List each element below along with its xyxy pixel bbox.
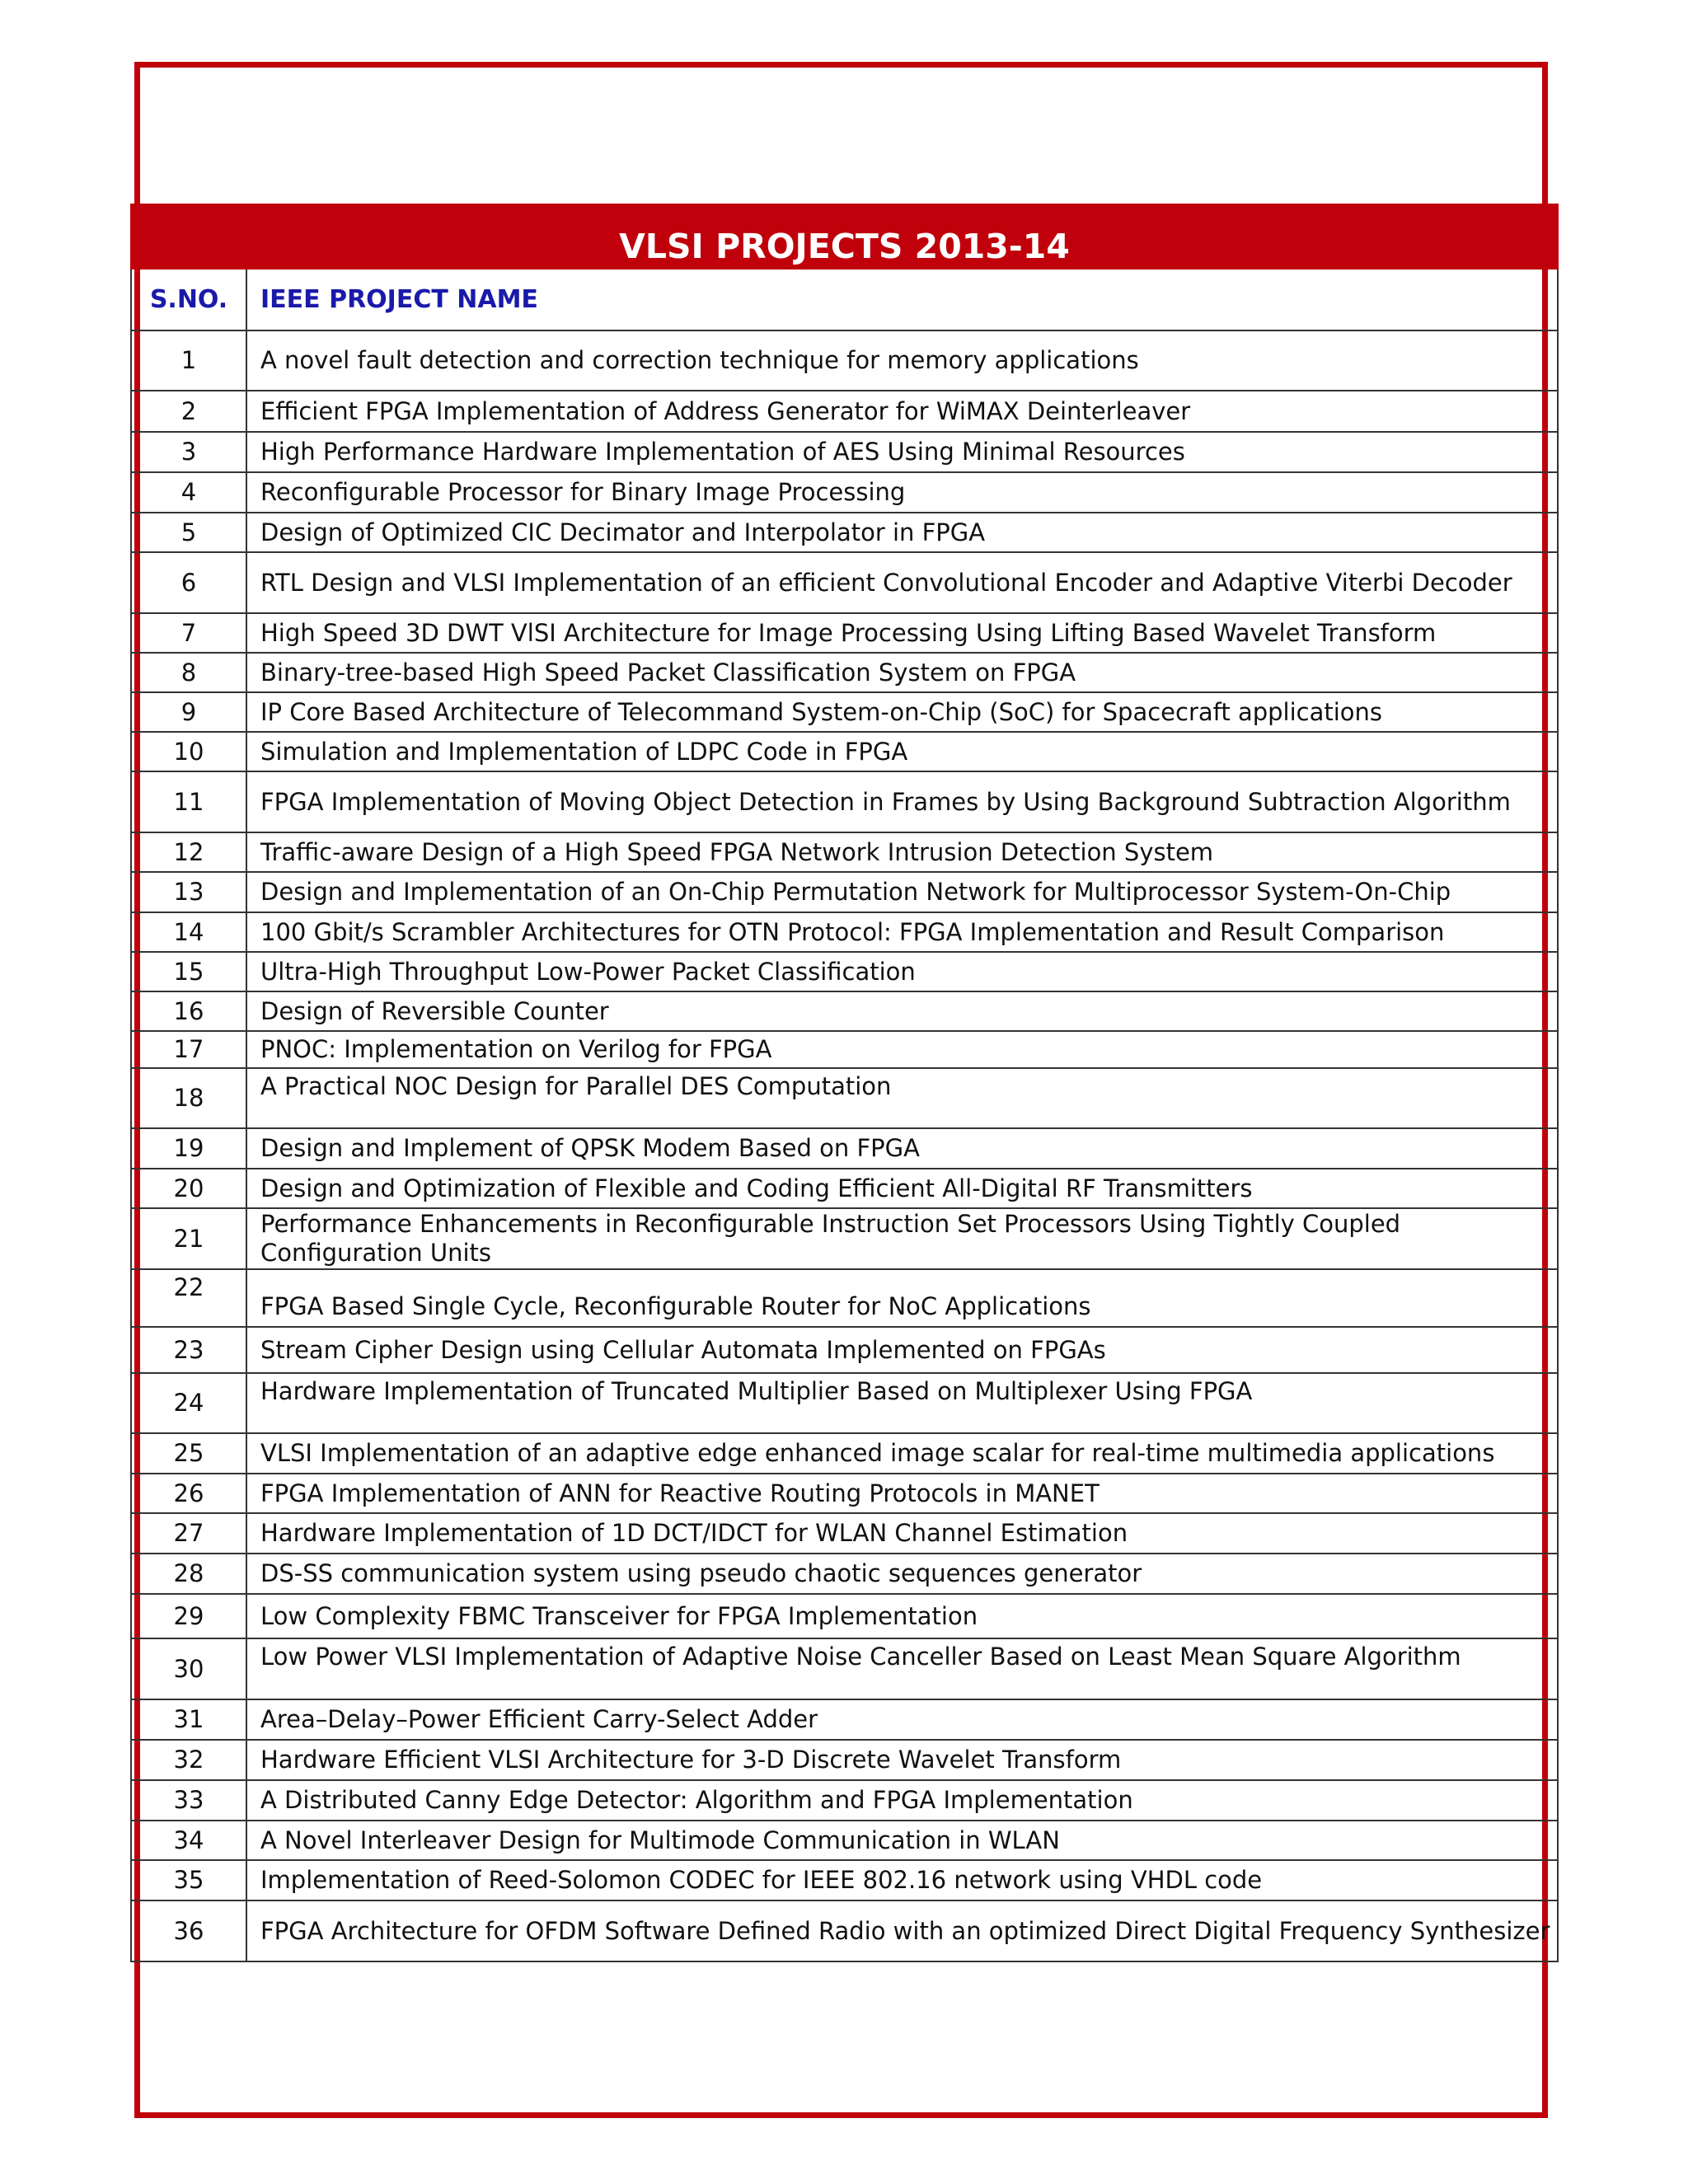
row-project-name: Low Complexity FBMC Transceiver for FPGA Implementation bbox=[246, 1594, 1558, 1638]
row-project-name: Low Power VLSI Implementation of Adaptive Noise Canceller Based on Least Mean Square Algorithm bbox=[246, 1638, 1558, 1699]
table-row bbox=[131, 1128, 1558, 1169]
table-row bbox=[131, 391, 1558, 432]
row-project-name: RTL Design and VLSI Implementation of an efficient Convolutional Encoder and Adaptive Viterbi Decoder bbox=[246, 552, 1558, 613]
row-sno: 14 bbox=[131, 912, 246, 952]
row-project-name: Binary-tree-based High Speed Packet Classification System on FPGA bbox=[246, 653, 1558, 692]
row-sno: 27 bbox=[131, 1513, 246, 1554]
table-body bbox=[131, 330, 1558, 1961]
project-name-header: IEEE PROJECT NAME bbox=[246, 269, 1558, 330]
row-sno: 17 bbox=[131, 1031, 246, 1068]
row-sno: 33 bbox=[131, 1780, 246, 1821]
row-project-name: A Distributed Canny Edge Detector: Algorithm and FPGA Implementation bbox=[246, 1780, 1558, 1821]
table-row bbox=[131, 1554, 1558, 1594]
row-sno: 13 bbox=[131, 872, 246, 912]
table-row bbox=[131, 1327, 1558, 1373]
projects-table bbox=[130, 204, 1559, 1962]
row-sno: 21 bbox=[131, 1208, 246, 1269]
row-sno: 26 bbox=[131, 1474, 246, 1513]
row-sno: 19 bbox=[131, 1128, 246, 1169]
row-sno: 7 bbox=[131, 613, 246, 653]
row-project-name: Performance Enhancements in Reconfigurable Instruction Set Processors Using Tightly Coupled Configuration Units bbox=[246, 1208, 1558, 1269]
table-row bbox=[131, 1474, 1558, 1513]
table-row bbox=[131, 1373, 1558, 1433]
row-sno: 25 bbox=[131, 1433, 246, 1474]
row-sno: 5 bbox=[131, 513, 246, 552]
row-sno: 22 bbox=[131, 1269, 246, 1327]
row-sno: 3 bbox=[131, 432, 246, 472]
row-sno: 31 bbox=[131, 1699, 246, 1740]
row-sno: 30 bbox=[131, 1638, 246, 1699]
row-project-name: VLSI Implementation of an adaptive edge enhanced image scalar for real-time multimedia applications bbox=[246, 1433, 1558, 1474]
table-row bbox=[131, 732, 1558, 771]
table-row bbox=[131, 1900, 1558, 1961]
row-project-name: Design of Reversible Counter bbox=[246, 991, 1558, 1031]
table-row bbox=[131, 872, 1558, 912]
header-row bbox=[131, 269, 1558, 330]
row-sno: 36 bbox=[131, 1900, 246, 1961]
row-project-name: Design and Optimization of Flexible and Coding Efficient All-Digital RF Transmitters bbox=[246, 1169, 1558, 1208]
row-project-name: Stream Cipher Design using Cellular Automata Implemented on FPGAs bbox=[246, 1327, 1558, 1373]
row-sno: 20 bbox=[131, 1169, 246, 1208]
table-row bbox=[131, 832, 1558, 872]
row-project-name: DS-SS communication system using pseudo chaotic sequences generator bbox=[246, 1554, 1558, 1594]
row-sno: 15 bbox=[131, 952, 246, 991]
row-sno: 34 bbox=[131, 1821, 246, 1860]
row-sno: 11 bbox=[131, 771, 246, 832]
row-project-name: Implementation of Reed-Solomon CODEC for IEEE 802.16 network using VHDL code bbox=[246, 1860, 1558, 1900]
row-project-name: PNOC: Implementation on Verilog for FPGA bbox=[246, 1031, 1558, 1068]
table-row bbox=[131, 771, 1558, 832]
row-sno: 1 bbox=[131, 330, 246, 391]
row-project-name: A novel fault detection and correction technique for memory applications bbox=[246, 330, 1558, 391]
row-sno: 4 bbox=[131, 472, 246, 513]
table-row bbox=[131, 1068, 1558, 1128]
row-sno: 18 bbox=[131, 1068, 246, 1128]
row-sno: 28 bbox=[131, 1554, 246, 1594]
row-project-name: High Performance Hardware Implementation of AES Using Minimal Resources bbox=[246, 432, 1558, 472]
row-project-name: FPGA Architecture for OFDM Software Defined Radio with an optimized Direct Digital Frequency Synthesizer bbox=[246, 1900, 1558, 1961]
table-row bbox=[131, 552, 1558, 613]
row-project-name: A Novel Interleaver Design for Multimode Communication in WLAN bbox=[246, 1821, 1558, 1860]
row-project-name: Hardware Efficient VLSI Architecture for 3-D Discrete Wavelet Transform bbox=[246, 1740, 1558, 1780]
table-row bbox=[131, 1269, 1558, 1327]
row-sno: 24 bbox=[131, 1373, 246, 1433]
sno-header: S.NO. bbox=[131, 269, 246, 330]
row-project-name: IP Core Based Architecture of Telecommand System-on-Chip (SoC) for Spacecraft applications bbox=[246, 692, 1558, 732]
table-row bbox=[131, 1513, 1558, 1554]
table-row bbox=[131, 1169, 1558, 1208]
table-row bbox=[131, 1740, 1558, 1780]
table-row bbox=[131, 1780, 1558, 1821]
table-row bbox=[131, 1699, 1558, 1740]
row-sno: 8 bbox=[131, 653, 246, 692]
table-row bbox=[131, 912, 1558, 952]
row-project-name: Ultra-High Throughput Low-Power Packet Classification bbox=[246, 952, 1558, 991]
title-row bbox=[131, 204, 1558, 269]
table-title: VLSI PROJECTS 2013-14 bbox=[131, 204, 1558, 269]
row-sno: 23 bbox=[131, 1327, 246, 1373]
row-project-name: Efficient FPGA Implementation of Address Generator for WiMAX Deinterleaver bbox=[246, 391, 1558, 432]
table-row bbox=[131, 1821, 1558, 1860]
row-sno: 12 bbox=[131, 832, 246, 872]
table-row bbox=[131, 1638, 1558, 1699]
row-project-name: FPGA Implementation of ANN for Reactive Routing Protocols in MANET bbox=[246, 1474, 1558, 1513]
row-sno: 32 bbox=[131, 1740, 246, 1780]
row-sno: 35 bbox=[131, 1860, 246, 1900]
table-row bbox=[131, 330, 1558, 391]
row-sno: 2 bbox=[131, 391, 246, 432]
row-sno: 10 bbox=[131, 732, 246, 771]
row-sno: 29 bbox=[131, 1594, 246, 1638]
table-row bbox=[131, 513, 1558, 552]
row-project-name: Design and Implement of QPSK Modem Based on FPGA bbox=[246, 1128, 1558, 1169]
row-project-name: Hardware Implementation of Truncated Multiplier Based on Multiplexer Using FPGA bbox=[246, 1373, 1558, 1433]
table-row bbox=[131, 991, 1558, 1031]
row-project-name: High Speed 3D DWT VlSI Architecture for Image Processing Using Lifting Based Wavelet Transform bbox=[246, 613, 1558, 653]
row-project-name: Traffic-aware Design of a High Speed FPGA Network Intrusion Detection System bbox=[246, 832, 1558, 872]
row-sno: 16 bbox=[131, 991, 246, 1031]
table-row bbox=[131, 1031, 1558, 1068]
row-project-name: A Practical NOC Design for Parallel DES Computation bbox=[246, 1068, 1558, 1128]
row-sno: 9 bbox=[131, 692, 246, 732]
row-project-name: 100 Gbit/s Scrambler Architectures for OTN Protocol: FPGA Implementation and Result Comparison bbox=[246, 912, 1558, 952]
row-project-name: Area–Delay–Power Efficient Carry-Select Adder bbox=[246, 1699, 1558, 1740]
table-row bbox=[131, 692, 1558, 732]
row-project-name: Reconfigurable Processor for Binary Image Processing bbox=[246, 472, 1558, 513]
row-project-name: FPGA Implementation of Moving Object Detection in Frames by Using Background Subtraction Algorithm bbox=[246, 771, 1558, 832]
table-row bbox=[131, 1860, 1558, 1900]
row-project-name: Hardware Implementation of 1D DCT/IDCT for WLAN Channel Estimation bbox=[246, 1513, 1558, 1554]
row-project-name: FPGA Based Single Cycle, Reconfigurable Router for NoC Applications bbox=[246, 1269, 1558, 1327]
table-row bbox=[131, 952, 1558, 991]
table-row bbox=[131, 1433, 1558, 1474]
table-row bbox=[131, 1208, 1558, 1269]
table-row bbox=[131, 653, 1558, 692]
row-project-name: Design and Implementation of an On-Chip Permutation Network for Multiprocessor System-On-Chip bbox=[246, 872, 1558, 912]
table-row bbox=[131, 472, 1558, 513]
table-row bbox=[131, 432, 1558, 472]
table-row bbox=[131, 1594, 1558, 1638]
row-sno: 6 bbox=[131, 552, 246, 613]
table-row bbox=[131, 613, 1558, 653]
row-project-name: Simulation and Implementation of LDPC Code in FPGA bbox=[246, 732, 1558, 771]
row-project-name: Design of Optimized CIC Decimator and Interpolator in FPGA bbox=[246, 513, 1558, 552]
